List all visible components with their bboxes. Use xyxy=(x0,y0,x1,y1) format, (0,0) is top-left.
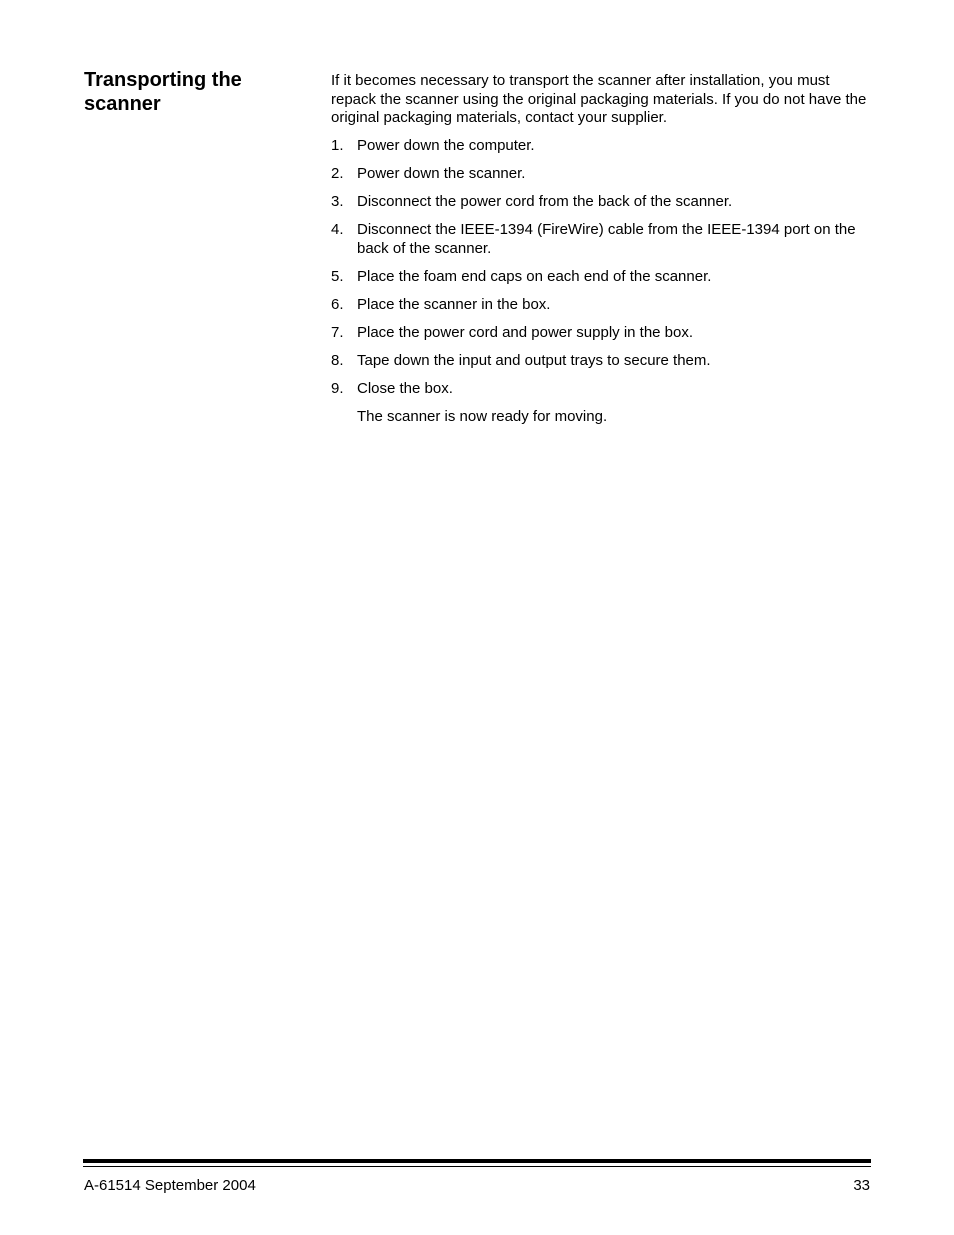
step-text: Place the scanner in the box. xyxy=(357,295,551,313)
step-item xyxy=(331,221,871,258)
result-note: The scanner is now ready for moving. xyxy=(357,407,608,425)
footer-rule-thick xyxy=(83,1159,871,1163)
step-number: 8. xyxy=(331,351,344,369)
step-item xyxy=(331,165,871,184)
step-item xyxy=(331,137,871,156)
step-text: Power down the scanner. xyxy=(357,165,526,182)
footer-rule-thin xyxy=(83,1166,871,1167)
footer-doc-id: A-61514 September 2004 xyxy=(84,1177,256,1194)
step-text: Place the foam end caps on each end of the scanner. xyxy=(357,267,712,285)
step-number: 1. xyxy=(331,137,344,154)
section-heading: Transporting the scanner xyxy=(84,69,242,115)
step-number: 9. xyxy=(331,379,344,397)
step-number: 2. xyxy=(331,165,344,182)
step-item xyxy=(331,193,871,212)
section-body xyxy=(331,72,871,426)
steps-list xyxy=(331,137,871,398)
step-text: Tape down the input and output trays to secure them. xyxy=(357,351,711,369)
step-text: Disconnect the power cord from the back of the scanner. xyxy=(357,193,733,210)
step-number: 5. xyxy=(331,267,344,285)
step-number: 3. xyxy=(331,193,344,210)
step-text: Place the power cord and power supply in the box. xyxy=(357,323,694,341)
footer-page-number: 33 xyxy=(853,1177,870,1194)
step-number: 4. xyxy=(331,221,344,238)
intro-paragraph: If it becomes necessary to transport the scanner after installation, you must repack the scanner using the original packaging materials. If you do not have the original packaging materials, contact your supplier. xyxy=(331,72,867,126)
step-item xyxy=(331,380,871,399)
step-text: Power down the computer. xyxy=(357,137,535,154)
step-number: 7. xyxy=(331,323,344,341)
step-text: Close the box. xyxy=(357,379,453,397)
step-number: 6. xyxy=(331,295,344,313)
step-item xyxy=(331,352,871,371)
step-item xyxy=(331,268,871,287)
step-item xyxy=(331,296,871,315)
step-text: Disconnect the IEEE-1394 (FireWire) cable from the IEEE-1394 port on the back of the scanner. xyxy=(357,221,856,257)
step-item xyxy=(331,324,871,343)
